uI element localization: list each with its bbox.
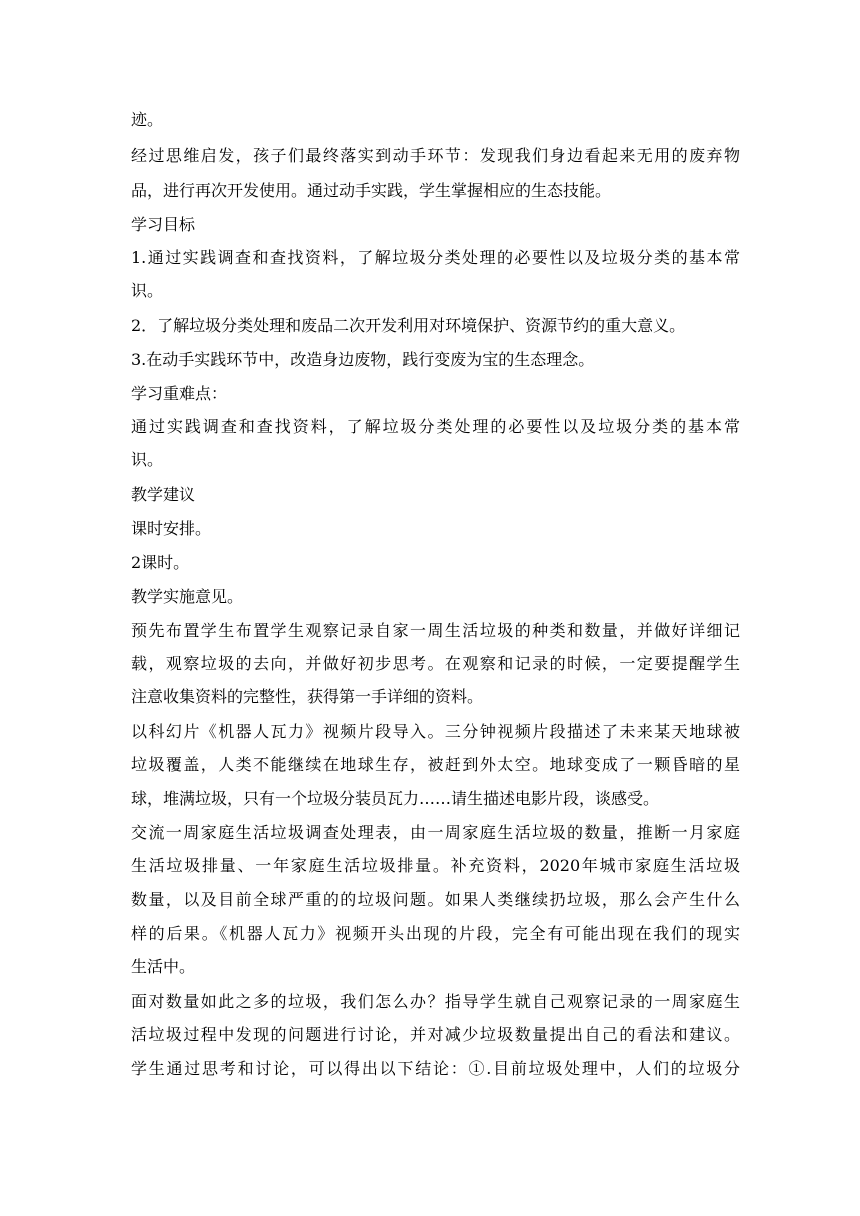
- text-line: 生活中。: [131, 957, 196, 976]
- text-line: 品，进行再次开发使用。通过动手实践，学生掌握相应的生态技能。: [131, 181, 612, 200]
- text-line: 学生通过思考和讨论，可以得出以下结论：①.目前垃圾处理中，人们的垃圾分: [131, 1059, 740, 1078]
- text-line: 3.在动手实践环节中，改造身边废物，践行变废为宝的生态理念。: [131, 350, 595, 369]
- text-line: 注意收集资料的完整性，获得第一手详细的资料。: [131, 687, 484, 706]
- text-line: 球，堆满垃圾，只有一个垃圾分装员瓦力……请生描述电影片段，谈感受。: [131, 789, 660, 808]
- text-line: 通过实践调查和查找资料，了解垃圾分类处理的必要性以及垃圾分类的基本常: [131, 417, 740, 436]
- text-line: 活垃圾过程中发现的问题进行讨论，并对减少垃圾数量提出自己的看法和建议。: [131, 1025, 740, 1044]
- text-line: 教学实施意见。: [131, 587, 244, 606]
- text-line: 2．了解垃圾分类处理和废品二次开发利用对环境保护、资源节约的重大意义。: [131, 316, 686, 335]
- section-heading: 学习目标: [131, 215, 196, 234]
- text-line: 生活垃圾排量、一年家庭生活垃圾排量。补充资料，2020年城市家庭生活垃圾: [131, 856, 740, 875]
- text-line: 预先布置学生布置学生观察记录自家一周生活垃圾的种类和数量，并做好详细记: [131, 621, 740, 640]
- text-line: 识。: [131, 450, 164, 469]
- text-line: 经过思维启发，孩子们最终落实到动手环节：发现我们身边看起来无用的废弃物: [131, 146, 740, 165]
- text-line: 识。: [131, 281, 164, 300]
- text-line: 垃圾覆盖，人类不能继续在地球生存，被赶到外太空。地球变成了一颗昏暗的星: [131, 755, 740, 774]
- text-line: 迹。: [131, 110, 164, 129]
- text-line: 以科幻片《机器人瓦力》视频片段导入。三分钟视频片段描述了未来某天地球被: [131, 722, 740, 741]
- text-line: 面对数量如此之多的垃圾，我们怎么办？指导学生就自己观察记录的一周家庭生: [131, 992, 740, 1011]
- text-line: 课时安排。: [131, 519, 212, 538]
- text-line: 样的后果。《机器人瓦力》视频开头出现的片段，完全有可能出现在我们的现实: [131, 924, 740, 943]
- text-line: 2课时。: [131, 553, 190, 572]
- section-heading: 学习重难点：: [131, 384, 228, 403]
- text-line: 交流一周家庭生活垃圾调查处理表，由一周家庭生活垃圾的数量，推断一月家庭: [131, 823, 740, 842]
- text-line: 数量，以及目前全球严重的的垃圾问题。如果人类继续扔垃圾，那么会产生什么: [131, 890, 740, 909]
- section-heading: 教学建议: [131, 485, 196, 504]
- text-line: 载，观察垃圾的去向，并做好初步思考。在观察和记录的时候，一定要提醒学生: [131, 654, 740, 673]
- text-line: 1.通过实践调查和查找资料，了解垃圾分类处理的必要性以及垃圾分类的基本常: [131, 248, 740, 267]
